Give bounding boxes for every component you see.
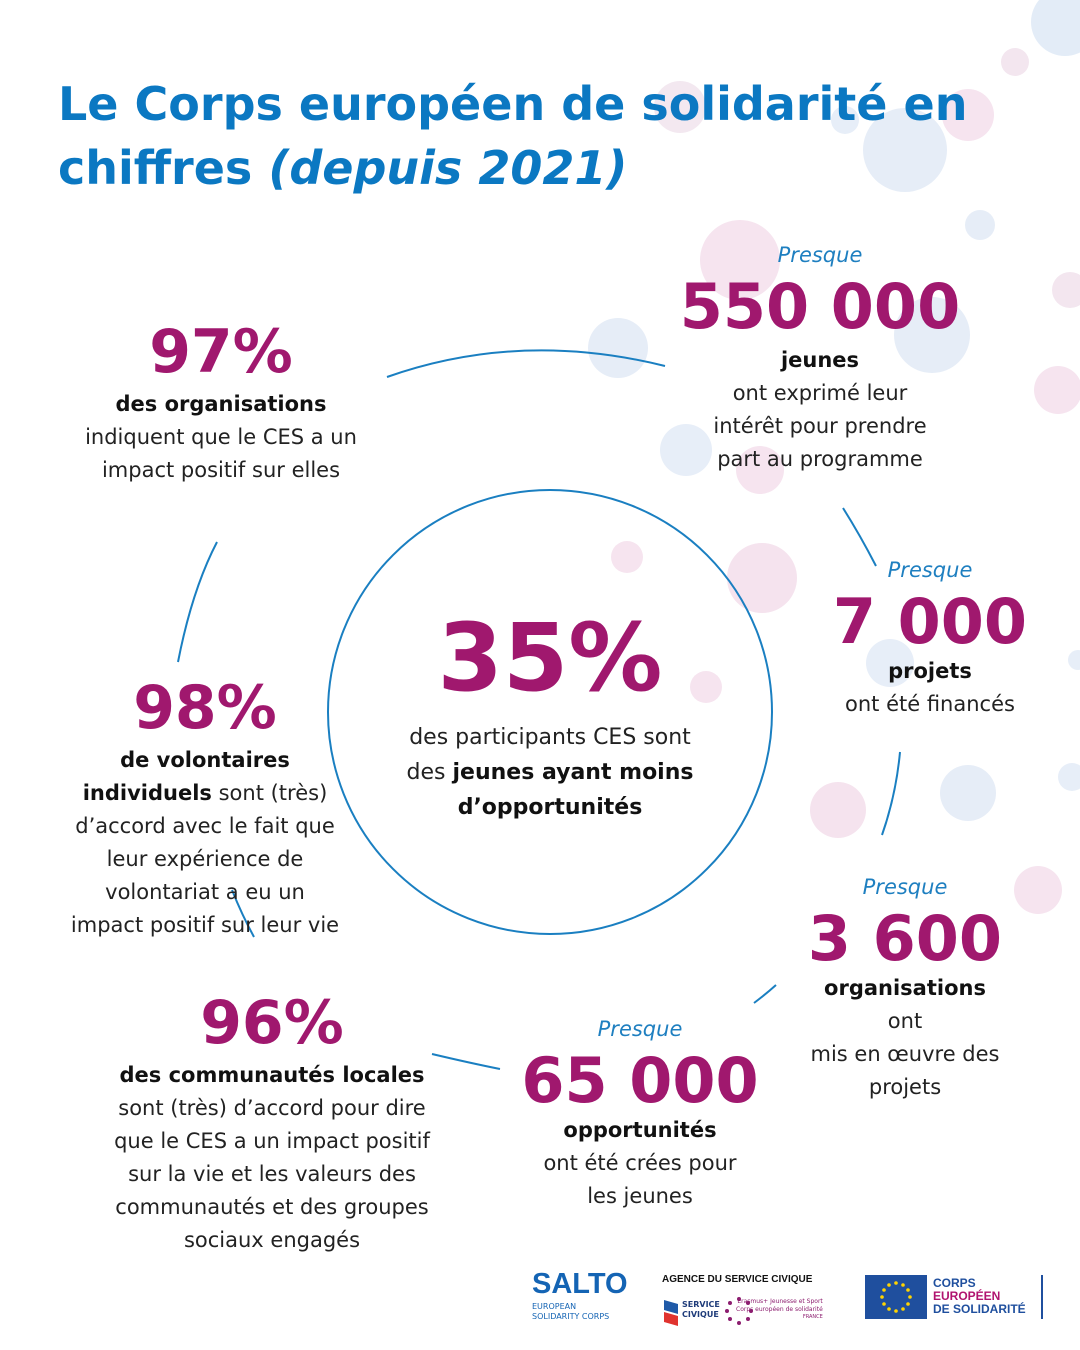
stat-desc-line: intérêt pour prendre — [713, 414, 927, 438]
stat-label-bold: individuels — [82, 781, 212, 805]
presque-label: Presque — [777, 243, 863, 267]
stat-number: 3 600 — [807, 902, 1003, 975]
stat-desc-line: ont été crées pour — [543, 1151, 737, 1175]
stat-desc-line: indiquent que le CES a un — [85, 425, 357, 449]
stat-label: de volontaires — [120, 748, 290, 772]
title-main: Le Corps européen de solidarité en chiffres — [58, 77, 968, 195]
stat-desc-plain: des — [406, 760, 453, 785]
presque-label: Presque — [862, 875, 948, 899]
stat-label: des communautés locales — [119, 1063, 425, 1087]
stat-organisations — [775, 872, 1035, 1104]
stat-number: 65 000 — [521, 1044, 759, 1117]
stat-desc-line: sociaux engagés — [183, 1228, 361, 1252]
stat-desc-line — [370, 755, 730, 790]
agence-heading: AGENCE DU SERVICE CIVIQUE — [662, 1274, 813, 1285]
service-civique-line: SERVICE — [682, 1300, 720, 1309]
stat-projets — [800, 555, 1060, 721]
stat-number: 550 000 — [679, 270, 961, 343]
stat-organisations-impact — [40, 317, 402, 487]
erasmus-line: FRANCE — [802, 1314, 823, 1320]
salto-logo — [532, 1268, 632, 1328]
stat-number: 97% — [149, 317, 293, 387]
stat-desc-line: mis en œuvre des — [810, 1042, 1000, 1066]
stat-number: 98% — [133, 673, 277, 743]
stat-label: projets — [888, 659, 972, 683]
stat-desc-bold: jeunes ayant moins — [452, 760, 694, 785]
erasmus-text — [736, 1298, 823, 1321]
stat-desc-bold-line: d’opportunités — [457, 795, 643, 820]
presque-label: Presque — [887, 558, 973, 582]
stat-number: 35% — [437, 604, 663, 713]
erasmus-line: Corps européen de solidarité — [736, 1306, 823, 1313]
salto-logo-sub: SOLIDARITY CORPS — [532, 1312, 610, 1321]
ces-logo-line: DE SOLIDARITÉ — [933, 1302, 1026, 1316]
salto-logo-sub: EUROPEAN — [532, 1302, 577, 1311]
service-civique-icon — [662, 1298, 680, 1328]
stat-desc-line: impact positif sur elles — [101, 458, 341, 482]
stat-desc-line: d’accord avec le fait que — [75, 814, 335, 838]
stat-desc-line: sur la vie et les valeurs des — [128, 1162, 416, 1186]
stat-desc-line: des participants CES sont — [409, 725, 691, 750]
stat-desc-line: projets — [868, 1075, 942, 1099]
stat-label-mixed — [40, 777, 370, 810]
ces-logo — [865, 1275, 1045, 1335]
stat-number: 7 000 — [832, 585, 1028, 658]
stat-desc-line: les jeunes — [587, 1184, 693, 1208]
title-italic: (depuis 2021) — [268, 141, 628, 195]
page-title — [58, 72, 1058, 200]
service-civique-line: CIVIQUE — [682, 1310, 719, 1319]
stat-desc-line: ont été financés — [845, 692, 1015, 716]
stat-label-rest: sont (très) — [211, 781, 328, 805]
eu-flag-icon — [865, 1275, 927, 1319]
stat-jeunes — [640, 240, 1000, 476]
agence-service-civique-logo — [662, 1274, 837, 1334]
service-civique-text — [682, 1300, 720, 1320]
stat-label: opportunités — [563, 1118, 717, 1142]
salto-logo-name: SALTO — [532, 1268, 628, 1300]
stat-label: organisations — [824, 976, 986, 1000]
stat-desc-line: ont — [887, 1009, 923, 1033]
stat-desc-line: part au programme — [717, 447, 923, 471]
stat-desc-line: ont exprimé leur — [732, 381, 908, 405]
stat-volontaires — [40, 673, 370, 942]
stat-desc-line: leur expérience de — [106, 847, 304, 871]
ces-logo-line: EUROPÉEN — [933, 1289, 1001, 1303]
stat-label: des organisations — [115, 392, 327, 416]
stat-number: 96% — [200, 988, 344, 1058]
stat-desc-line: communautés et des groupes — [115, 1195, 429, 1219]
stat-desc-line: impact positif sur leur vie — [70, 913, 340, 937]
stat-label: jeunes — [780, 348, 860, 372]
erasmus-line: Erasmus+ Jeunesse et Sport — [737, 1298, 823, 1305]
ces-logo-divider — [1041, 1275, 1043, 1319]
ces-logo-text — [933, 1277, 1026, 1316]
stat-communautes — [72, 988, 472, 1257]
stat-desc-line: sont (très) d’accord pour dire — [118, 1096, 426, 1120]
ces-logo-line: CORPS — [933, 1276, 976, 1290]
stat-participants — [370, 604, 730, 825]
presque-label: Presque — [597, 1017, 683, 1041]
stat-desc-line: volontariat a eu un — [105, 880, 305, 904]
stat-desc-line: que le CES a un impact positif — [114, 1129, 430, 1153]
stat-opportunites — [500, 1014, 780, 1213]
agence-logos-row — [662, 1296, 837, 1336]
